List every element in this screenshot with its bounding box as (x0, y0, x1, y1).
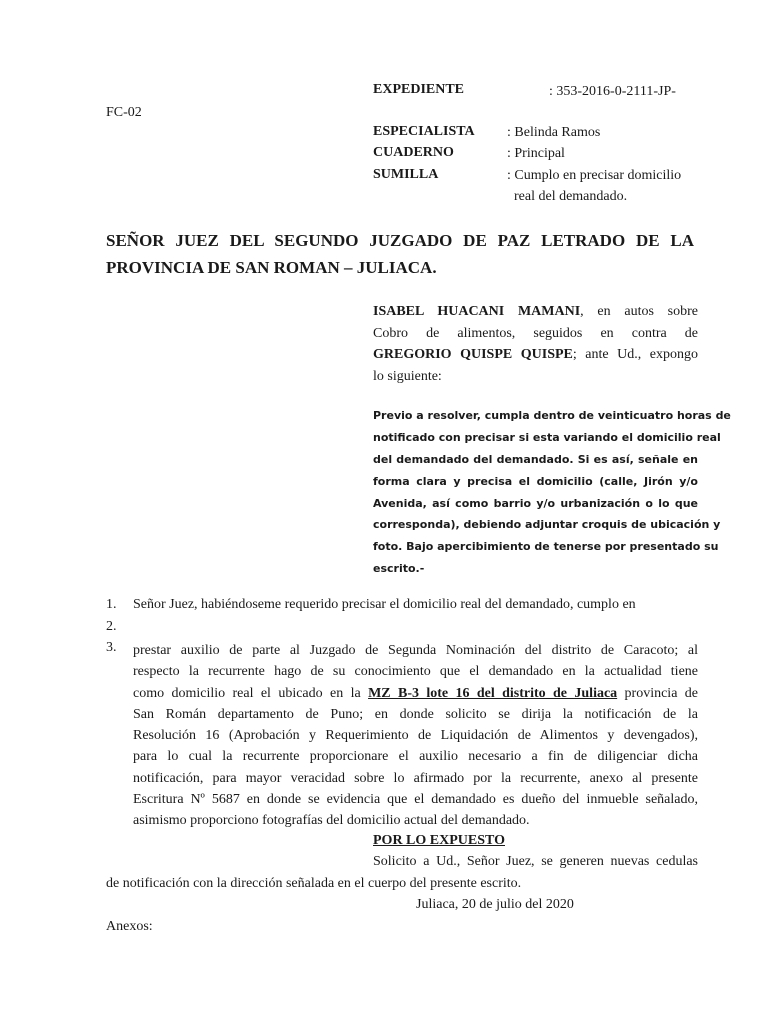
item3-line3-pre: como domicilio real el ubicado en la (133, 685, 369, 701)
item3-line: Escritura Nº 5687 en donde se evidencia que el demandado es dueño del inmueble señalado, (133, 792, 698, 808)
court-note-line: forma clara y precisa el domicilio (calle, Jirón y/o (373, 474, 698, 488)
cuaderno-value: : Principal (507, 146, 565, 161)
intro-line1 (373, 301, 698, 323)
list-number-3: 3. (106, 640, 117, 655)
intro-line4: lo siguiente: (373, 368, 442, 384)
intro-line3 (373, 344, 698, 366)
item3-line: prestar auxilio de parte al Juzgado de Segunda Nominación del distrito de Caracoto; al (133, 643, 698, 658)
place-date: Juliaca, 20 de julio del 2020 (416, 897, 574, 912)
intro-line1-rest: , en autos sobre (580, 304, 698, 319)
item3-line: San Román departamento de Puno; en donde solicito se dirija la notificación de la (133, 706, 698, 722)
item3-line: notificación, para mayor veracidad sobre lo afirmado por la recurrente, anexo al presente (133, 770, 698, 786)
court-note (373, 405, 731, 580)
defendant-name: GREGORIO QUISPE QUISPE (373, 347, 573, 362)
list-number-2: 2. (106, 619, 117, 634)
address-highlight: MZ B-3 lote 16 del distrito de Juliaca (368, 685, 618, 701)
item3-line3-post: provincia de (617, 685, 698, 701)
sumilla-label: SUMILLA (373, 167, 439, 182)
list-item-1: Señor Juez, habiéndoseme requerido precisar el domicilio real del demandado, cumplo en (133, 597, 636, 612)
intro-paragraph (373, 301, 698, 387)
item3-line: Resolución 16 (Aprobación y Requerimiento de Liquidación de Alimentos y devengados), (133, 728, 698, 744)
item3-line: para lo cual la recurrente proporcionare el auxilio necesario a fin de diligenciar dicha (133, 749, 698, 765)
court-note-line: foto. Bajo apercibimiento de tenerse por presentado su (373, 540, 719, 554)
closing-heading: POR LO EXPUESTO (373, 833, 505, 848)
intro-line2: Cobro de alimentos, seguidos en contra de (373, 325, 698, 341)
item3-line (133, 683, 698, 704)
title-line1-text: SEÑOR JUEZ DEL SEGUNDO JUZGADO DE PAZ LETRADO DE LA (106, 231, 694, 250)
annexes-label: Anexos: (106, 919, 153, 934)
court-note-line: corresponda), debiendo adjuntar croquis de ubicación y (373, 518, 721, 532)
sumilla-value-line1: : Cumplo en precisar domicilio (507, 168, 682, 183)
expediente-value: : 353-2016-0-2111-JP- (549, 84, 676, 99)
request-line2: de notificación con la dirección señalada en el cuerpo del presente escrito. (106, 876, 522, 891)
list-number-1: 1. (106, 597, 117, 612)
court-note-line: Avenida, así como barrio y/o urbanización o lo que (373, 496, 698, 510)
intro-line3-rest: ; ante Ud., expongo (572, 347, 698, 362)
especialista-label: ESPECIALISTA (373, 124, 475, 139)
cuaderno-label: CUADERNO (373, 145, 454, 160)
petitioner-name: ISABEL HUACANI MAMANI (373, 304, 581, 319)
court-note-line: Previo a resolver, cumpla dentro de veinticuatro horas de (373, 409, 731, 422)
document-title-line1 (106, 231, 694, 251)
sumilla-value-line2: real del demandado. (514, 189, 628, 204)
expediente-value-cont: FC-02 (106, 105, 142, 120)
item3-line: respecto la recurrente hago de su conocimiento que el demandado en la actualidad tiene (133, 664, 698, 680)
especialista-value: : Belinda Ramos (507, 125, 601, 140)
request-line1: Solicito a Ud., Señor Juez, se generen nuevas cedulas (373, 854, 698, 869)
item3-line: asimismo proporciono fotografías del domicilio actual del demandado. (133, 813, 530, 829)
expediente-label: EXPEDIENTE (373, 82, 465, 97)
court-note-line: notificado con precisar si esta variando el domicilio real (373, 430, 721, 444)
list-item-3 (133, 640, 698, 832)
court-note-line: del demandado del demandado. Si es así, señale en (373, 452, 698, 466)
document-title-line2: PROVINCIA DE SAN ROMAN – JULIACA. (106, 258, 437, 277)
court-note-line: escrito.- (373, 562, 425, 576)
